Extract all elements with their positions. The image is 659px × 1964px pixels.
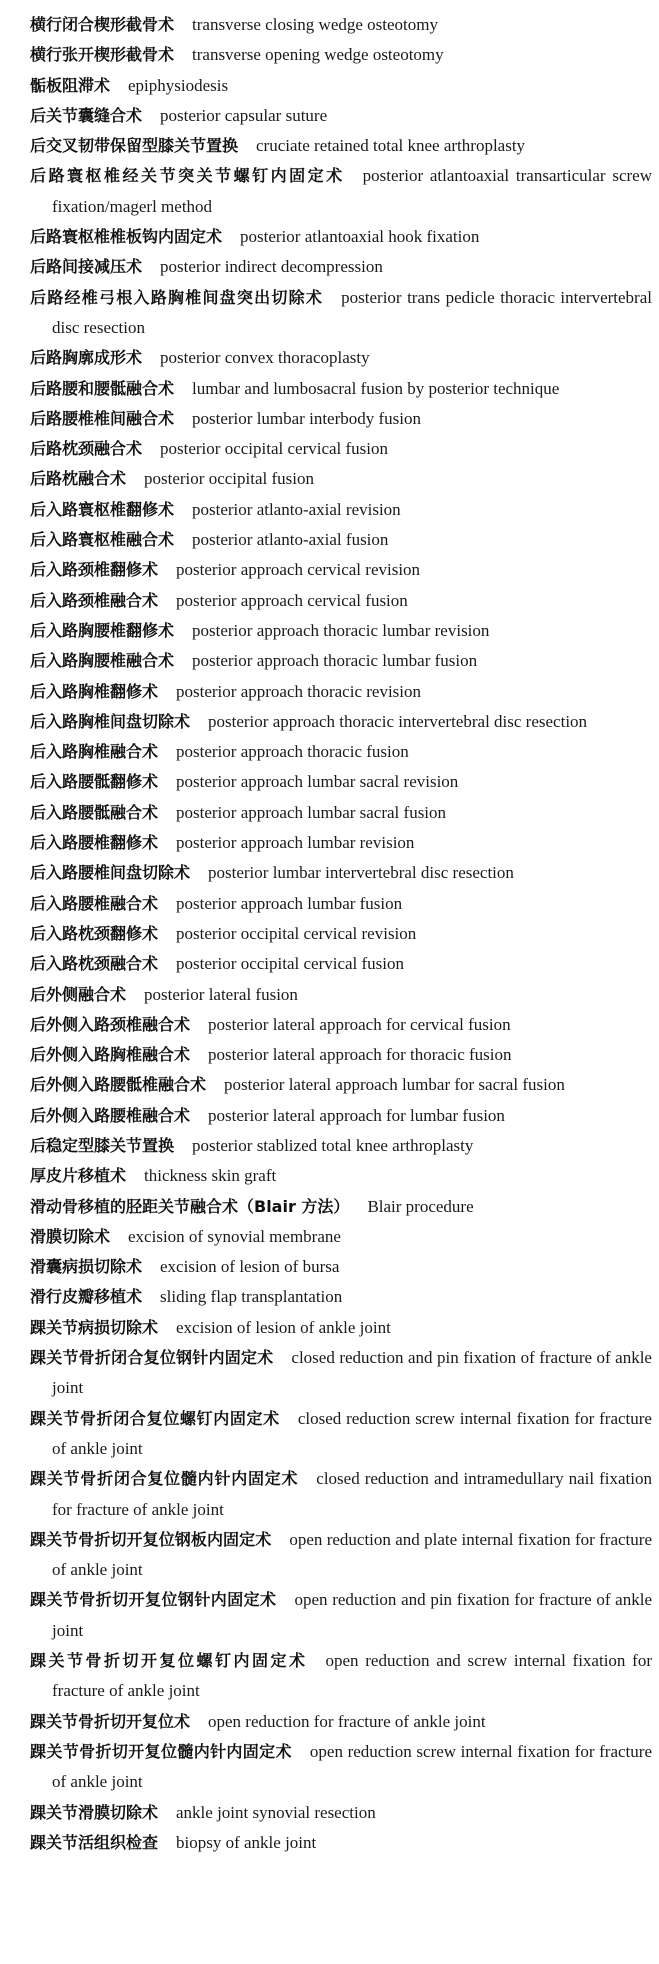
glossary-entry xyxy=(30,404,652,434)
chinese-term: 后路胸廓成形术 xyxy=(30,348,143,368)
english-translation: posterior approach cervical revision xyxy=(176,560,421,580)
english-translation: posterior atlanto-axial fusion xyxy=(192,530,389,550)
glossary-entry xyxy=(30,858,652,888)
chinese-term: 踝关节骨折闭合复位髓内针内固定术 xyxy=(30,1469,299,1489)
glossary-entry xyxy=(30,1313,652,1343)
chinese-term: 后路腰椎椎间融合术 xyxy=(30,408,175,428)
glossary-entry xyxy=(30,1737,652,1798)
english-translation: Blair procedure xyxy=(367,1196,474,1216)
english-translation: posterior capsular suture xyxy=(160,105,328,125)
chinese-term: 后入路胸椎翻修术 xyxy=(30,681,159,701)
english-translation: closed reduction and intramedullary nail fixation for fracture of ankle joint xyxy=(52,1469,652,1519)
glossary-entry xyxy=(30,252,652,282)
glossary-entry xyxy=(30,586,652,616)
chinese-term: 后入路腰椎翻修术 xyxy=(30,833,159,853)
glossary-entry xyxy=(30,1131,652,1161)
chinese-term: 踝关节骨折切开复位钢板内固定术 xyxy=(30,1529,272,1549)
english-translation: ankle joint synovial resection xyxy=(176,1802,376,1822)
glossary-entry xyxy=(30,555,652,585)
chinese-term: 后入路腰骶翻修术 xyxy=(30,772,159,792)
english-translation: posterior approach thoracic revision xyxy=(176,681,422,701)
glossary-entry xyxy=(30,1585,652,1646)
english-translation: posterior lateral approach for cervical fusion xyxy=(208,1014,511,1034)
chinese-term: 踝关节骨折切开复位螺钉内固定术 xyxy=(30,1651,308,1671)
chinese-term: 滑膜切除术 xyxy=(30,1226,111,1246)
english-translation: closed reduction screw internal fixation for fracture of ankle joint xyxy=(52,1408,652,1458)
english-translation: posterior occipital cervical revision xyxy=(176,923,417,943)
english-translation: open reduction and plate internal fixation for fracture of ankle joint xyxy=(52,1529,652,1580)
english-translation: posterior approach thoracic fusion xyxy=(176,742,409,762)
chinese-term: 后入路颈椎翻修术 xyxy=(30,560,159,580)
english-translation: open reduction and pin fixation for fracture of ankle joint xyxy=(52,1590,652,1640)
chinese-term: 后稳定型膝关节置换 xyxy=(30,1135,175,1155)
english-translation: posterior lateral fusion xyxy=(144,984,298,1004)
chinese-term: 滑动骨移植的胫距关节融合术（Blair 方法） xyxy=(30,1196,350,1216)
english-translation: closed reduction and pin fixation of fracture of ankle joint xyxy=(52,1348,652,1398)
glossary-entry xyxy=(30,222,652,252)
english-translation: biopsy of ankle joint xyxy=(176,1832,317,1852)
glossary-entry xyxy=(30,616,652,646)
glossary-entry xyxy=(30,1646,652,1707)
chinese-term: 踝关节骨折切开复位髓内针内固定术 xyxy=(30,1741,292,1761)
english-translation: open reduction for fracture of ankle joint xyxy=(208,1711,486,1731)
english-translation: excision of lesion of ankle joint xyxy=(176,1317,391,1337)
glossary-entry xyxy=(30,161,652,222)
english-translation: posterior approach lumbar revision xyxy=(176,833,415,853)
glossary-entry xyxy=(30,1040,652,1070)
glossary-entry xyxy=(30,343,652,373)
chinese-term: 踝关节病损切除术 xyxy=(30,1317,159,1337)
glossary-list xyxy=(30,10,652,1858)
glossary-entry xyxy=(30,131,652,161)
english-translation: posterior occipital cervical fusion xyxy=(160,439,389,459)
chinese-term: 后入路腰骶融合术 xyxy=(30,802,159,822)
glossary-entry xyxy=(30,495,652,525)
english-translation: posterior lumbar interbody fusion xyxy=(192,408,422,428)
glossary-entry xyxy=(30,1161,652,1191)
chinese-term: 后入路胸椎间盘切除术 xyxy=(30,711,191,731)
glossary-entry xyxy=(30,889,652,919)
english-translation: posterior indirect decompression xyxy=(160,257,383,277)
chinese-term: 后外侧入路胸椎融合术 xyxy=(30,1045,191,1065)
english-translation: thickness skin graft xyxy=(144,1166,277,1186)
english-translation: posterior atlantoaxial hook fixation xyxy=(240,227,480,247)
glossary-entry xyxy=(30,980,652,1010)
chinese-term: 滑行皮瓣移植术 xyxy=(30,1287,143,1307)
chinese-term: 后外侧入路腰椎融合术 xyxy=(30,1105,191,1125)
english-translation: posterior approach cervical fusion xyxy=(176,590,408,610)
english-translation: open reduction screw internal fixation for fracture of ankle joint xyxy=(52,1741,652,1792)
english-translation: excision of synovial membrane xyxy=(128,1226,341,1246)
glossary-entry xyxy=(30,677,652,707)
english-translation: posterior lateral approach lumbar for sacral fusion xyxy=(224,1075,565,1095)
english-translation: posterior approach thoracic lumbar revision xyxy=(192,620,490,640)
english-translation: epiphysiodesis xyxy=(128,75,229,95)
english-translation: open reduction and screw internal fixation for fracture of ankle joint xyxy=(52,1651,652,1701)
chinese-term: 后外侧入路颈椎融合术 xyxy=(30,1014,191,1034)
english-translation: posterior approach lumbar fusion xyxy=(176,893,403,913)
glossary-entry xyxy=(30,525,652,555)
chinese-term: 后外侧融合术 xyxy=(30,984,127,1004)
glossary-entry xyxy=(30,101,652,131)
glossary-entry xyxy=(30,1404,652,1465)
chinese-term: 后入路腰椎间盘切除术 xyxy=(30,863,191,883)
glossary-entry xyxy=(30,737,652,767)
chinese-term: 踝关节骨折闭合复位钢针内固定术 xyxy=(30,1348,274,1368)
chinese-term: 后入路颈椎融合术 xyxy=(30,590,159,610)
chinese-term: 后路寰枢椎经关节突关节螺钉内固定术 xyxy=(30,166,345,186)
english-translation: posterior approach thoracic lumbar fusion xyxy=(192,651,478,671)
english-translation: posterior stablized total knee arthroplasty xyxy=(192,1135,474,1155)
glossary-entry xyxy=(30,798,652,828)
glossary-entry xyxy=(30,1343,652,1404)
chinese-term: 后外侧入路腰骶椎融合术 xyxy=(30,1075,207,1095)
glossary-entry xyxy=(30,1282,652,1312)
glossary-entry xyxy=(30,1707,652,1737)
english-translation: posterior trans pedicle thoracic intervertebral disc resection xyxy=(52,287,652,337)
chinese-term: 后路间接减压术 xyxy=(30,257,143,277)
glossary-entry xyxy=(30,374,652,404)
chinese-term: 踝关节滑膜切除术 xyxy=(30,1802,159,1822)
chinese-term: 后路腰和腰骶融合术 xyxy=(30,378,175,398)
chinese-term: 骺板阻滞术 xyxy=(30,75,111,95)
glossary-entry xyxy=(30,283,652,344)
chinese-term: 踝关节活组织检查 xyxy=(30,1832,159,1852)
chinese-term: 后入路胸腰椎融合术 xyxy=(30,651,175,671)
english-translation: posterior occipital cervical fusion xyxy=(176,954,405,974)
chinese-term: 踝关节骨折闭合复位螺钉内固定术 xyxy=(30,1408,280,1428)
glossary-entry xyxy=(30,1070,652,1100)
glossary-entry xyxy=(30,1192,652,1222)
glossary-entry xyxy=(30,1464,652,1525)
english-translation: posterior convex thoracoplasty xyxy=(160,348,370,368)
chinese-term: 横行闭合楔形截骨术 xyxy=(30,15,175,34)
chinese-term: 后交叉韧带保留型膝关节置换 xyxy=(30,136,239,156)
glossary-entry xyxy=(30,1101,652,1131)
chinese-term: 后路枕颈融合术 xyxy=(30,439,143,459)
chinese-term: 滑囊病损切除术 xyxy=(30,1257,143,1277)
chinese-term: 后入路枕颈翻修术 xyxy=(30,923,159,943)
glossary-entry xyxy=(30,949,652,979)
chinese-term: 后路经椎弓根入路胸椎间盘突出切除术 xyxy=(30,287,324,307)
english-translation: posterior atlanto-axial revision xyxy=(192,499,401,519)
english-translation: cruciate retained total knee arthroplasty xyxy=(256,136,526,156)
chinese-term: 后入路腰椎融合术 xyxy=(30,893,159,913)
english-translation: excision of lesion of bursa xyxy=(160,1257,340,1277)
english-translation: posterior lateral approach for thoracic fusion xyxy=(208,1045,512,1065)
glossary-entry xyxy=(30,464,652,494)
english-translation: posterior lateral approach for lumbar fusion xyxy=(208,1105,505,1125)
chinese-term: 后关节囊缝合术 xyxy=(30,105,143,125)
glossary-entry xyxy=(30,767,652,797)
chinese-term: 后入路胸椎融合术 xyxy=(30,742,159,762)
chinese-term: 后路寰枢椎椎板钩内固定术 xyxy=(30,227,223,247)
chinese-term: 后入路寰枢椎翻修术 xyxy=(30,499,175,519)
glossary-entry xyxy=(30,40,652,70)
chinese-term: 后入路枕颈融合术 xyxy=(30,954,159,974)
chinese-term: 厚皮片移植术 xyxy=(30,1166,127,1186)
glossary-entry xyxy=(30,1828,652,1858)
glossary-entry xyxy=(30,1525,652,1586)
chinese-term: 后路枕融合术 xyxy=(30,469,127,489)
english-translation: posterior atlantoaxial transarticular screw fixation/magerl method xyxy=(52,166,652,216)
glossary-entry xyxy=(30,919,652,949)
glossary-entry xyxy=(30,434,652,464)
chinese-term: 踝关节骨折切开复位术 xyxy=(30,1711,191,1731)
glossary-entry xyxy=(30,1222,652,1252)
glossary-entry xyxy=(30,1010,652,1040)
glossary-entry xyxy=(30,828,652,858)
english-translation: transverse opening wedge osteotomy xyxy=(192,45,444,65)
english-translation: sliding flap transplantation xyxy=(160,1287,343,1307)
chinese-term: 横行张开楔形截骨术 xyxy=(30,45,175,65)
english-translation: posterior lumbar intervertebral disc resection xyxy=(208,863,514,883)
glossary-entry xyxy=(30,1252,652,1282)
chinese-term: 踝关节骨折切开复位钢针内固定术 xyxy=(30,1590,277,1610)
english-translation: lumbar and lumbosacral fusion by posterior technique xyxy=(192,378,560,398)
english-translation: posterior occipital fusion xyxy=(144,469,314,489)
english-translation: posterior approach thoracic intervertebral disc resection xyxy=(208,711,588,731)
glossary-entry xyxy=(30,646,652,676)
chinese-term: 后入路胸腰椎翻修术 xyxy=(30,620,175,640)
chinese-term: 后入路寰枢椎融合术 xyxy=(30,530,175,550)
english-translation: posterior approach lumbar sacral fusion xyxy=(176,802,447,822)
glossary-entry xyxy=(30,1798,652,1828)
glossary-entry xyxy=(30,71,652,101)
glossary-entry xyxy=(30,707,652,737)
english-translation: posterior approach lumbar sacral revision xyxy=(176,772,459,792)
glossary-entry xyxy=(30,10,652,40)
english-translation: transverse closing wedge osteotomy xyxy=(192,15,438,34)
